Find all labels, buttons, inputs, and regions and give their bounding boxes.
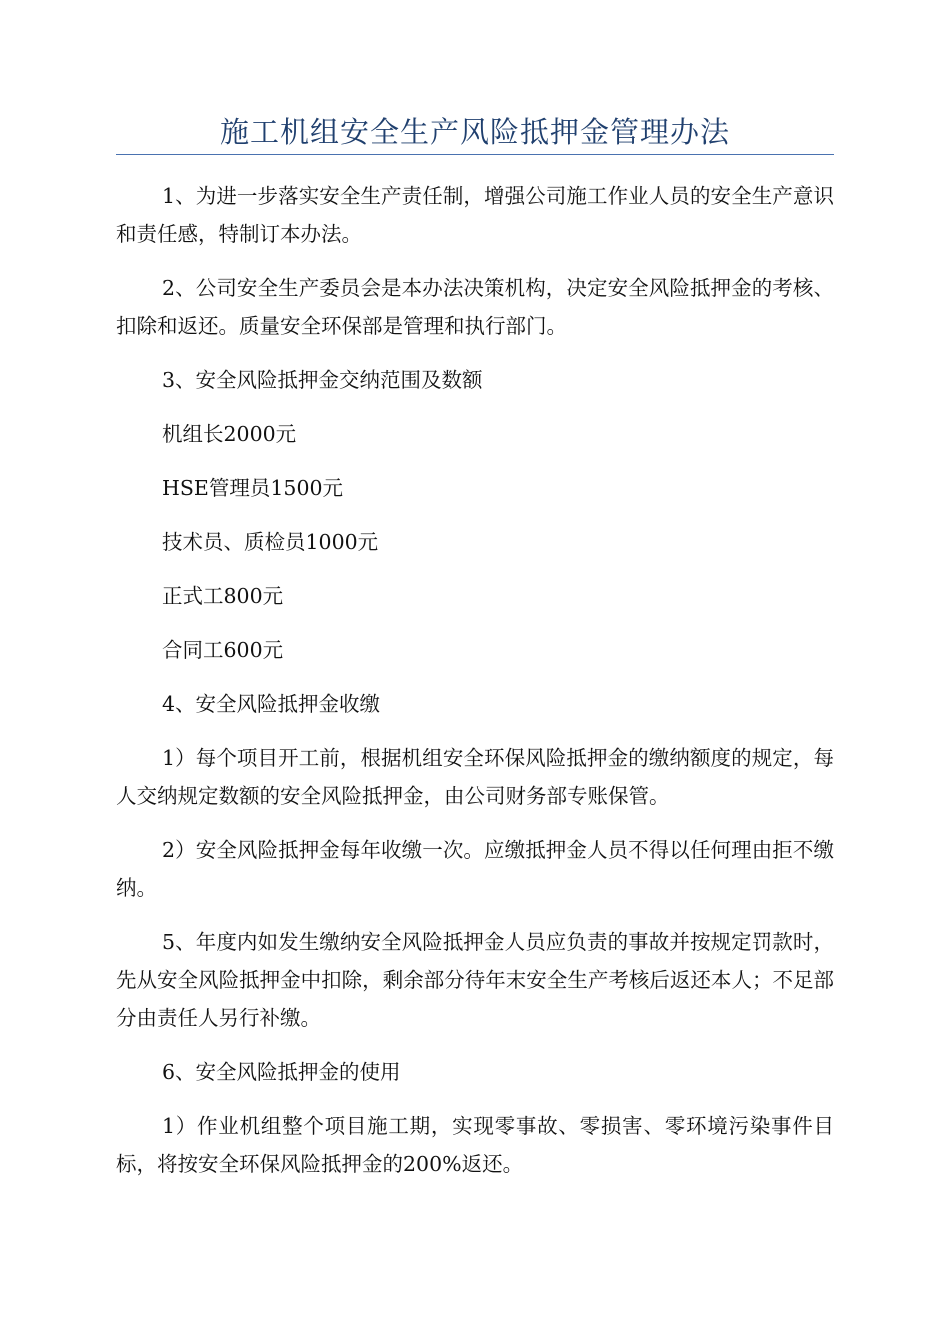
- paragraph-3: 3、安全风险抵押金交纳范围及数额: [162, 368, 483, 392]
- paragraph-5: 5、年度内如发生缴纳安全风险抵押金人员应负责的事故并按规定罚款时，先从安全风险抵押金中扣除，剩余部分待年末安全生产考核后返还本人；不足部分由责任人另行补缴。: [116, 930, 834, 1030]
- deposit-item-regular-worker: 正式工800元: [162, 584, 284, 608]
- paragraph-2: 2、公司安全生产委员会是本办法决策机构，决定安全风险抵押金的考核、扣除和返还。质量安全环保部是管理和执行部门。: [116, 276, 834, 338]
- deposit-item-contract-worker: 合同工600元: [162, 638, 284, 662]
- deposit-item-technician: 技术员、质检员1000元: [162, 530, 379, 554]
- document-title: 施工机组安全生产风险抵押金管理办法: [219, 115, 730, 149]
- paragraph-6: 6、安全风险抵押金的使用: [162, 1060, 401, 1084]
- paragraph-4: 4、安全风险抵押金收缴: [162, 692, 381, 716]
- paragraph-1: 1、为进一步落实安全生产责任制，增强公司施工作业人员的安全生产意识和责任感，特制订本办法。: [116, 184, 834, 246]
- paragraph-4-2: 2）安全风险抵押金每年收缴一次。应缴抵押金人员不得以任何理由拒不缴纳。: [116, 838, 834, 900]
- deposit-item-hse-officer: HSE管理员1500元: [162, 476, 344, 500]
- paragraph-6-1: 1）作业机组整个项目施工期，实现零事故、零损害、零环境污染事件目标，将按安全环保风险抵押金的200%返还。: [116, 1114, 834, 1176]
- paragraph-4-1: 1）每个项目开工前，根据机组安全环保风险抵押金的缴纳额度的规定，每人交纳规定数额的安全风险抵押金，由公司财务部专账保管。: [116, 746, 834, 808]
- title-underline: [116, 154, 834, 155]
- deposit-item-team-leader: 机组长2000元: [162, 422, 297, 446]
